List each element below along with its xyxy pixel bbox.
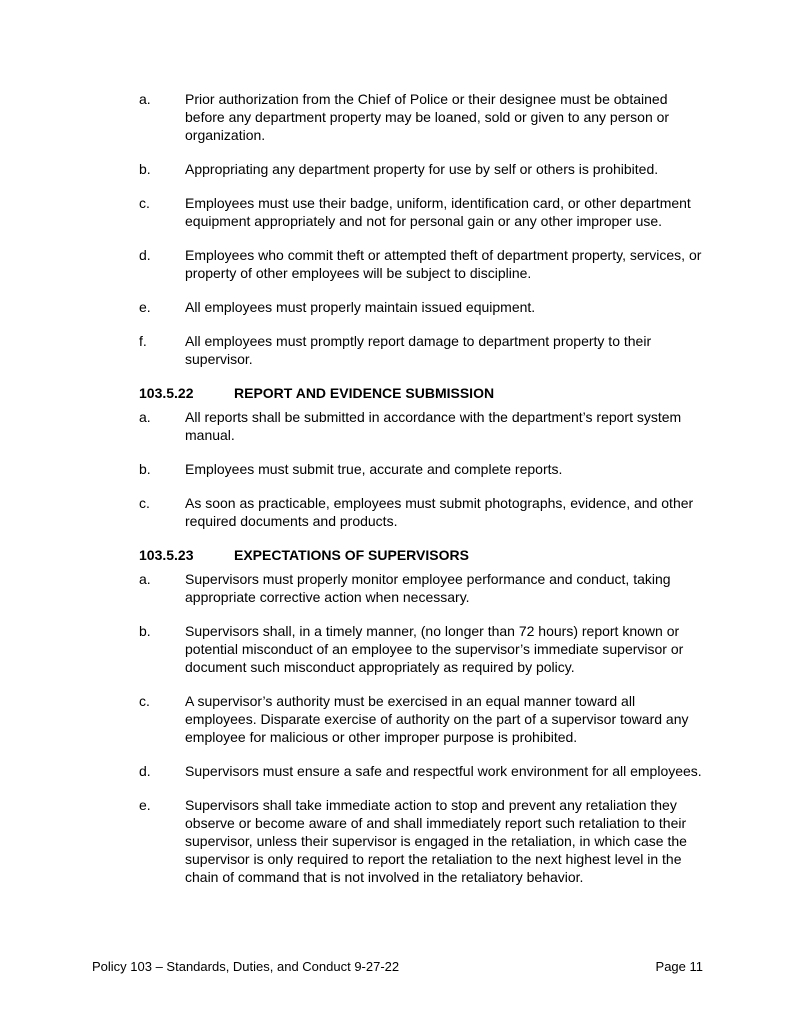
list-item [139,494,710,530]
list-item-text: Supervisors must properly monitor employee performance and conduct, taking appropriate corrective action when necessary. [185,571,671,605]
list-item-text: All employees must properly maintain issued equipment. [185,299,536,315]
list-item-text: All reports shall be submitted in accordance with the department’s report system manual. [185,409,682,443]
list-item-marker: c. [139,693,150,709]
list-item-marker: b. [139,461,151,477]
list-item [139,90,710,144]
list-item-marker: a. [139,571,151,587]
list-item-marker: f. [139,333,147,349]
list-item [139,298,710,316]
list-item [139,408,710,444]
list-item [139,194,710,230]
list-item-text: A supervisor’s authority must be exercised in an equal manner toward all employees. Disparate exercise of authority on the part of a supervisor toward any employee for malicious or other improper purpose is prohibited. [185,693,689,745]
list-item [139,160,710,178]
list-item-marker: a. [139,91,151,107]
list-item-text: Appropriating any department property for use by self or others is prohibited. [185,161,659,177]
section-number: 103.5.23 [139,547,194,563]
list-item [139,570,710,606]
list-item-text: Prior authorization from the Chief of Police or their designee must be obtained before any department property may be loaned, sold or given to any person or organization. [185,91,670,143]
footer-page-number: Page 11 [655,959,703,974]
list-item [139,796,710,886]
list-item [139,762,710,780]
list-item-text: Employees must use their badge, uniform, identification card, or other department equipment appropriately and not for personal gain or any other improper use. [185,195,691,229]
section-number: 103.5.22 [139,385,194,401]
list-item-marker: c. [139,195,150,211]
list-item-text: Supervisors shall take immediate action to stop and prevent any retaliation they observe or become aware of and shall immediately report such retaliation to their supervisor, unless their supervisor is engaged in the retaliation, in which case the supervisor is only required to report the retaliation to the next highest level in the chain of command that is not involved in the retaliatory behavior. [185,797,687,885]
list-item-marker: a. [139,409,151,425]
list-item-marker: d. [139,247,151,263]
list-item [139,460,710,478]
list-item-marker: d. [139,763,151,779]
list-item-text: Employees who commit theft or attempted theft of department property, services, or property of other employees will be subject to discipline. [185,247,702,281]
list-item-marker: e. [139,299,151,315]
list-item-text: Supervisors shall, in a timely manner, (no longer than 72 hours) report known or potential misconduct of an employee to the supervisor’s immediate supervisor or document such misconduct appropriately as required by policy. [185,623,684,675]
document-content [139,90,710,902]
list-item-marker: c. [139,495,150,511]
list-item [139,622,710,676]
list-item-text: Supervisors must ensure a safe and respectful work environment for all employees. [185,763,702,779]
list-item-text: As soon as practicable, employees must submit photographs, evidence, and other required documents and products. [185,495,694,529]
list-item-text: All employees must promptly report damage to department property to their supervisor. [185,333,652,367]
section-title: REPORT AND EVIDENCE SUBMISSION [234,385,495,401]
list-item-marker: b. [139,161,151,177]
list-item-marker: e. [139,797,151,813]
list-item-text: Employees must submit true, accurate and complete reports. [185,461,563,477]
footer-policy-title: Policy 103 – Standards, Duties, and Conduct 9-27-22 [92,959,400,974]
section-heading-103-5-23 [139,546,710,564]
list-item-marker: b. [139,623,151,639]
section-heading-103-5-22 [139,384,710,402]
list-item [139,332,710,368]
section-title: EXPECTATIONS OF SUPERVISORS [234,547,469,563]
list-item [139,692,710,746]
page-footer [92,959,703,975]
list-item [139,246,710,282]
